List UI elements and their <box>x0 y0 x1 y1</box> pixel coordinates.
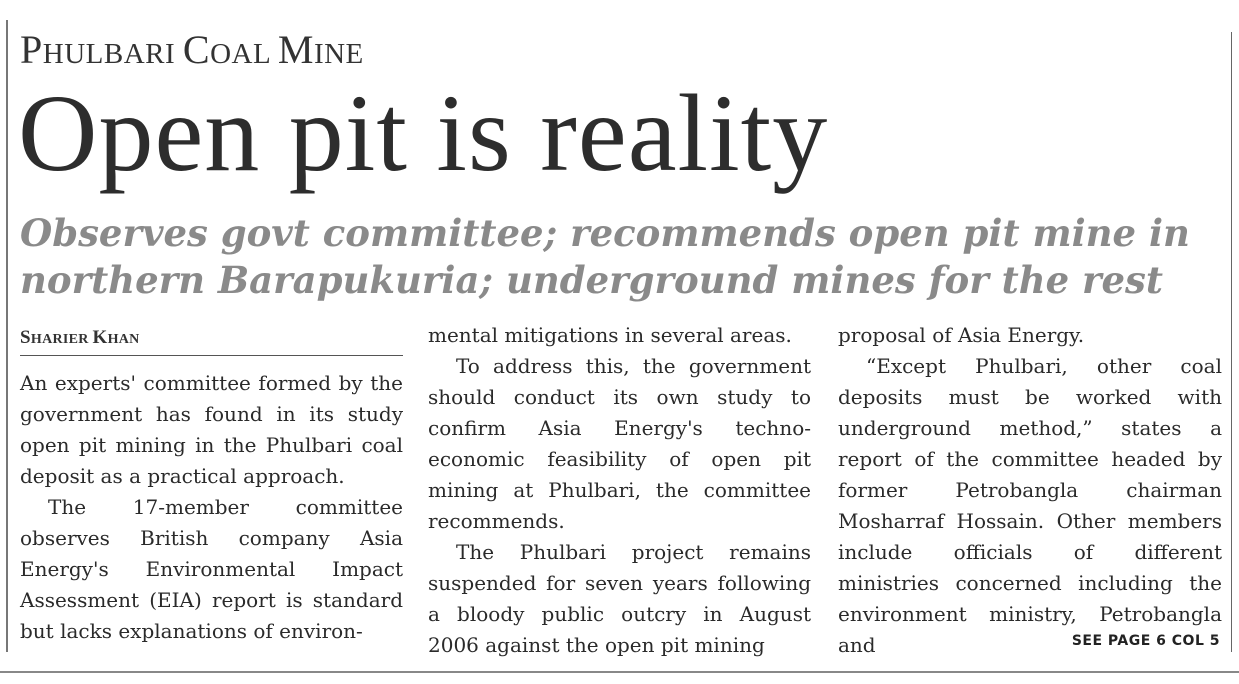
paragraph: The 17-member committee observes British company Asia Energy's Environmental Impact Assessment (EIA) report is standard but lacks explanations of environ- <box>20 495 403 643</box>
deck <box>20 210 1200 304</box>
paragraph: To address this, the government should conduct its own study to confirm Asia Energy's techno-economic feasibility of open pit mining at Phulbari, the committee recommends. <box>428 354 811 533</box>
headline: Open pit is reality <box>18 72 829 194</box>
paragraph: mental mitigations in several areas. <box>428 323 792 347</box>
paragraph: proposal of Asia Energy. <box>838 323 1085 347</box>
paragraph: “Except Phulbari, other coal deposits must be worked with underground method,” states a report of the committee headed by former Petrobangla chairman Mosharraf Hossain. Other members include officials of different ministries concerned including the environment ministry, Petrobangla and <box>838 354 1222 657</box>
body-column-3 <box>838 320 1222 661</box>
continued-jump-line: SEE PAGE 6 COL 5 <box>1071 633 1220 649</box>
body-column-2 <box>428 320 811 661</box>
frame-left-border <box>6 20 8 652</box>
body-column-1 <box>20 368 403 647</box>
byline-rule <box>20 355 403 356</box>
frame-right-border <box>1231 32 1232 652</box>
paragraph: The Phulbari project remains suspended for seven years following a bloody public outcry in August 2006 against the open pit mining <box>428 540 811 657</box>
paragraph: An experts' committee formed by the government has found in its study open pit mining in the Phulbari coal deposit as a practical approach. <box>20 371 403 488</box>
deck-line: northern Barapukuria; underground mines for the rest <box>20 258 1163 302</box>
frame-bottom-border <box>0 671 1239 673</box>
byline: SHARIER KHAN <box>20 327 140 348</box>
kicker: PHULBARI COAL MINE <box>20 27 364 72</box>
deck-line: Observes govt committee; recommends open pit mine in <box>20 211 1190 255</box>
